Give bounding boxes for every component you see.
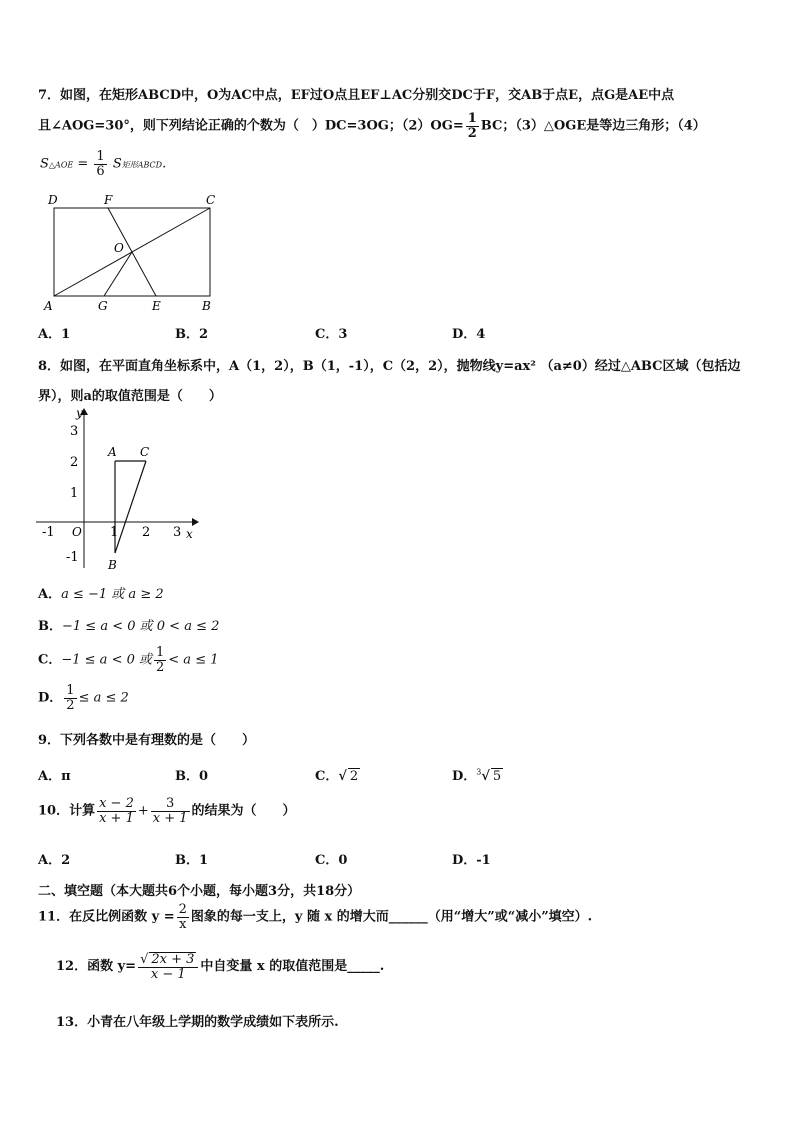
- point-c-label: C: [140, 445, 150, 459]
- q10-fraction-1: $\frac{x - 2}{x + 1}$: [99, 796, 134, 826]
- y-axis-label: y: [76, 406, 83, 420]
- label-e: E: [152, 299, 161, 313]
- q10-option-a[interactable]: A．2: [38, 853, 71, 868]
- q8-option-b[interactable]: B．−1 ≤ a < 0 或 0 < a ≤ 2: [38, 619, 220, 634]
- point-a-label: A: [108, 445, 117, 459]
- y-tick-3: 3: [70, 424, 79, 439]
- q7-area-formula: S△AOE = $\frac{1}{6}$ S矩形ABCD.: [40, 149, 167, 179]
- segment-og: [104, 252, 132, 296]
- q11-stem: 11．在反比例函数 y = $\frac{2}{x}$ 图象的每一支上，y 随 x 的增大而______（用“增大”或“减小”填空）.: [38, 902, 593, 932]
- q13-stem: 13．小青在八年级上学期的数学成绩如下表所示.: [56, 1015, 339, 1030]
- q7-line2: [38, 112, 706, 140]
- q7-option-c[interactable]: C．3: [315, 327, 348, 342]
- q7-option-a[interactable]: A．1: [38, 327, 71, 342]
- label-a: A: [44, 299, 53, 313]
- q8-option-c[interactable]: C．−1 ≤ a < 0 或 $\frac{1}{2}$ < a ≤ 1: [38, 645, 219, 675]
- y-tick-2: 2: [70, 455, 79, 470]
- y-tick-1: 1: [70, 486, 79, 501]
- q9-option-a[interactable]: A．π: [38, 769, 71, 784]
- q10-option-b[interactable]: B．1: [175, 853, 209, 868]
- q7-option-b[interactable]: B．2: [175, 327, 209, 342]
- label-o: O: [114, 241, 124, 255]
- q7-line1: 7．如图，在矩形ABCD中，O为AC中点，EF过O点且EF⊥AC分别交DC于F，交AB于点E，点G是AE中点: [38, 88, 675, 103]
- q9-option-d[interactable]: D．$^3$√ 5: [452, 767, 502, 784]
- y-tick-neg1: -1: [66, 550, 79, 565]
- x-axis-label: x: [186, 527, 193, 541]
- q9-option-b[interactable]: B．0: [175, 769, 209, 784]
- x-tick-3: 3: [173, 525, 182, 540]
- q10-fraction-2: $\frac{3}{x + 1}$: [152, 796, 188, 826]
- q8-line1: 8．如图，在平面直角坐标系中，A（1，2），B（1，-1），C（2，2），抛物线y=ax² （a≠0）经过△ABC区域（包括边: [38, 359, 741, 374]
- q7-fraction-half: $\frac{1}{2}$: [467, 111, 477, 141]
- q7-option-d[interactable]: D．4: [452, 327, 486, 342]
- q8-option-a[interactable]: A．a ≤ −1 或 a ≥ 2: [38, 587, 164, 602]
- label-b: B: [202, 299, 211, 313]
- x-axis-arrow: [192, 518, 199, 526]
- section-2-heading: 二、填空题（本大题共6个小题，每小题3分，共18分）: [38, 884, 361, 899]
- q10-option-d[interactable]: D．-1: [452, 853, 491, 868]
- q7-line2-pre: 且∠AOG=30°，则下列结论正确的个数为（ ）DC=3OG；（2）OG=: [38, 118, 464, 134]
- q9-stem: 9．下列各数中是有理数的是（ ）: [38, 733, 256, 748]
- q10-option-c[interactable]: C．0: [315, 853, 348, 868]
- point-b-label: B: [108, 558, 117, 572]
- origin-label: O: [72, 525, 82, 539]
- q8-line2: 界），则a的取值范围是（ ）: [38, 389, 222, 404]
- label-c: C: [206, 193, 216, 207]
- label-f: F: [104, 193, 113, 207]
- q8-option-d[interactable]: D． $\frac{1}{2}$ ≤ a ≤ 2: [38, 683, 129, 713]
- q12-stem: 12．函数 y= $\frac{√ 2x + 3}{x - 1}$ 中自变量 x 的取值范围是_____.: [56, 952, 385, 982]
- q9-option-c[interactable]: C．√ 2: [315, 769, 359, 784]
- q10-stem: 10．计算 $\frac{x - 2}{x + 1}$ + $\frac{3}{x + 1}$ 的结果为（ ）: [38, 796, 296, 826]
- q7-line2-post: BC；（3）△OGE是等边三角形；（4）: [480, 118, 706, 134]
- label-d: D: [48, 193, 58, 207]
- x-tick-1: 1: [110, 525, 119, 540]
- x-tick-2: 2: [142, 525, 151, 540]
- q7-rectangle-figure: [40, 190, 230, 318]
- label-g: G: [98, 299, 108, 313]
- q8-coordinate-graph: [34, 405, 204, 575]
- x-tick-neg1: -1: [42, 525, 55, 540]
